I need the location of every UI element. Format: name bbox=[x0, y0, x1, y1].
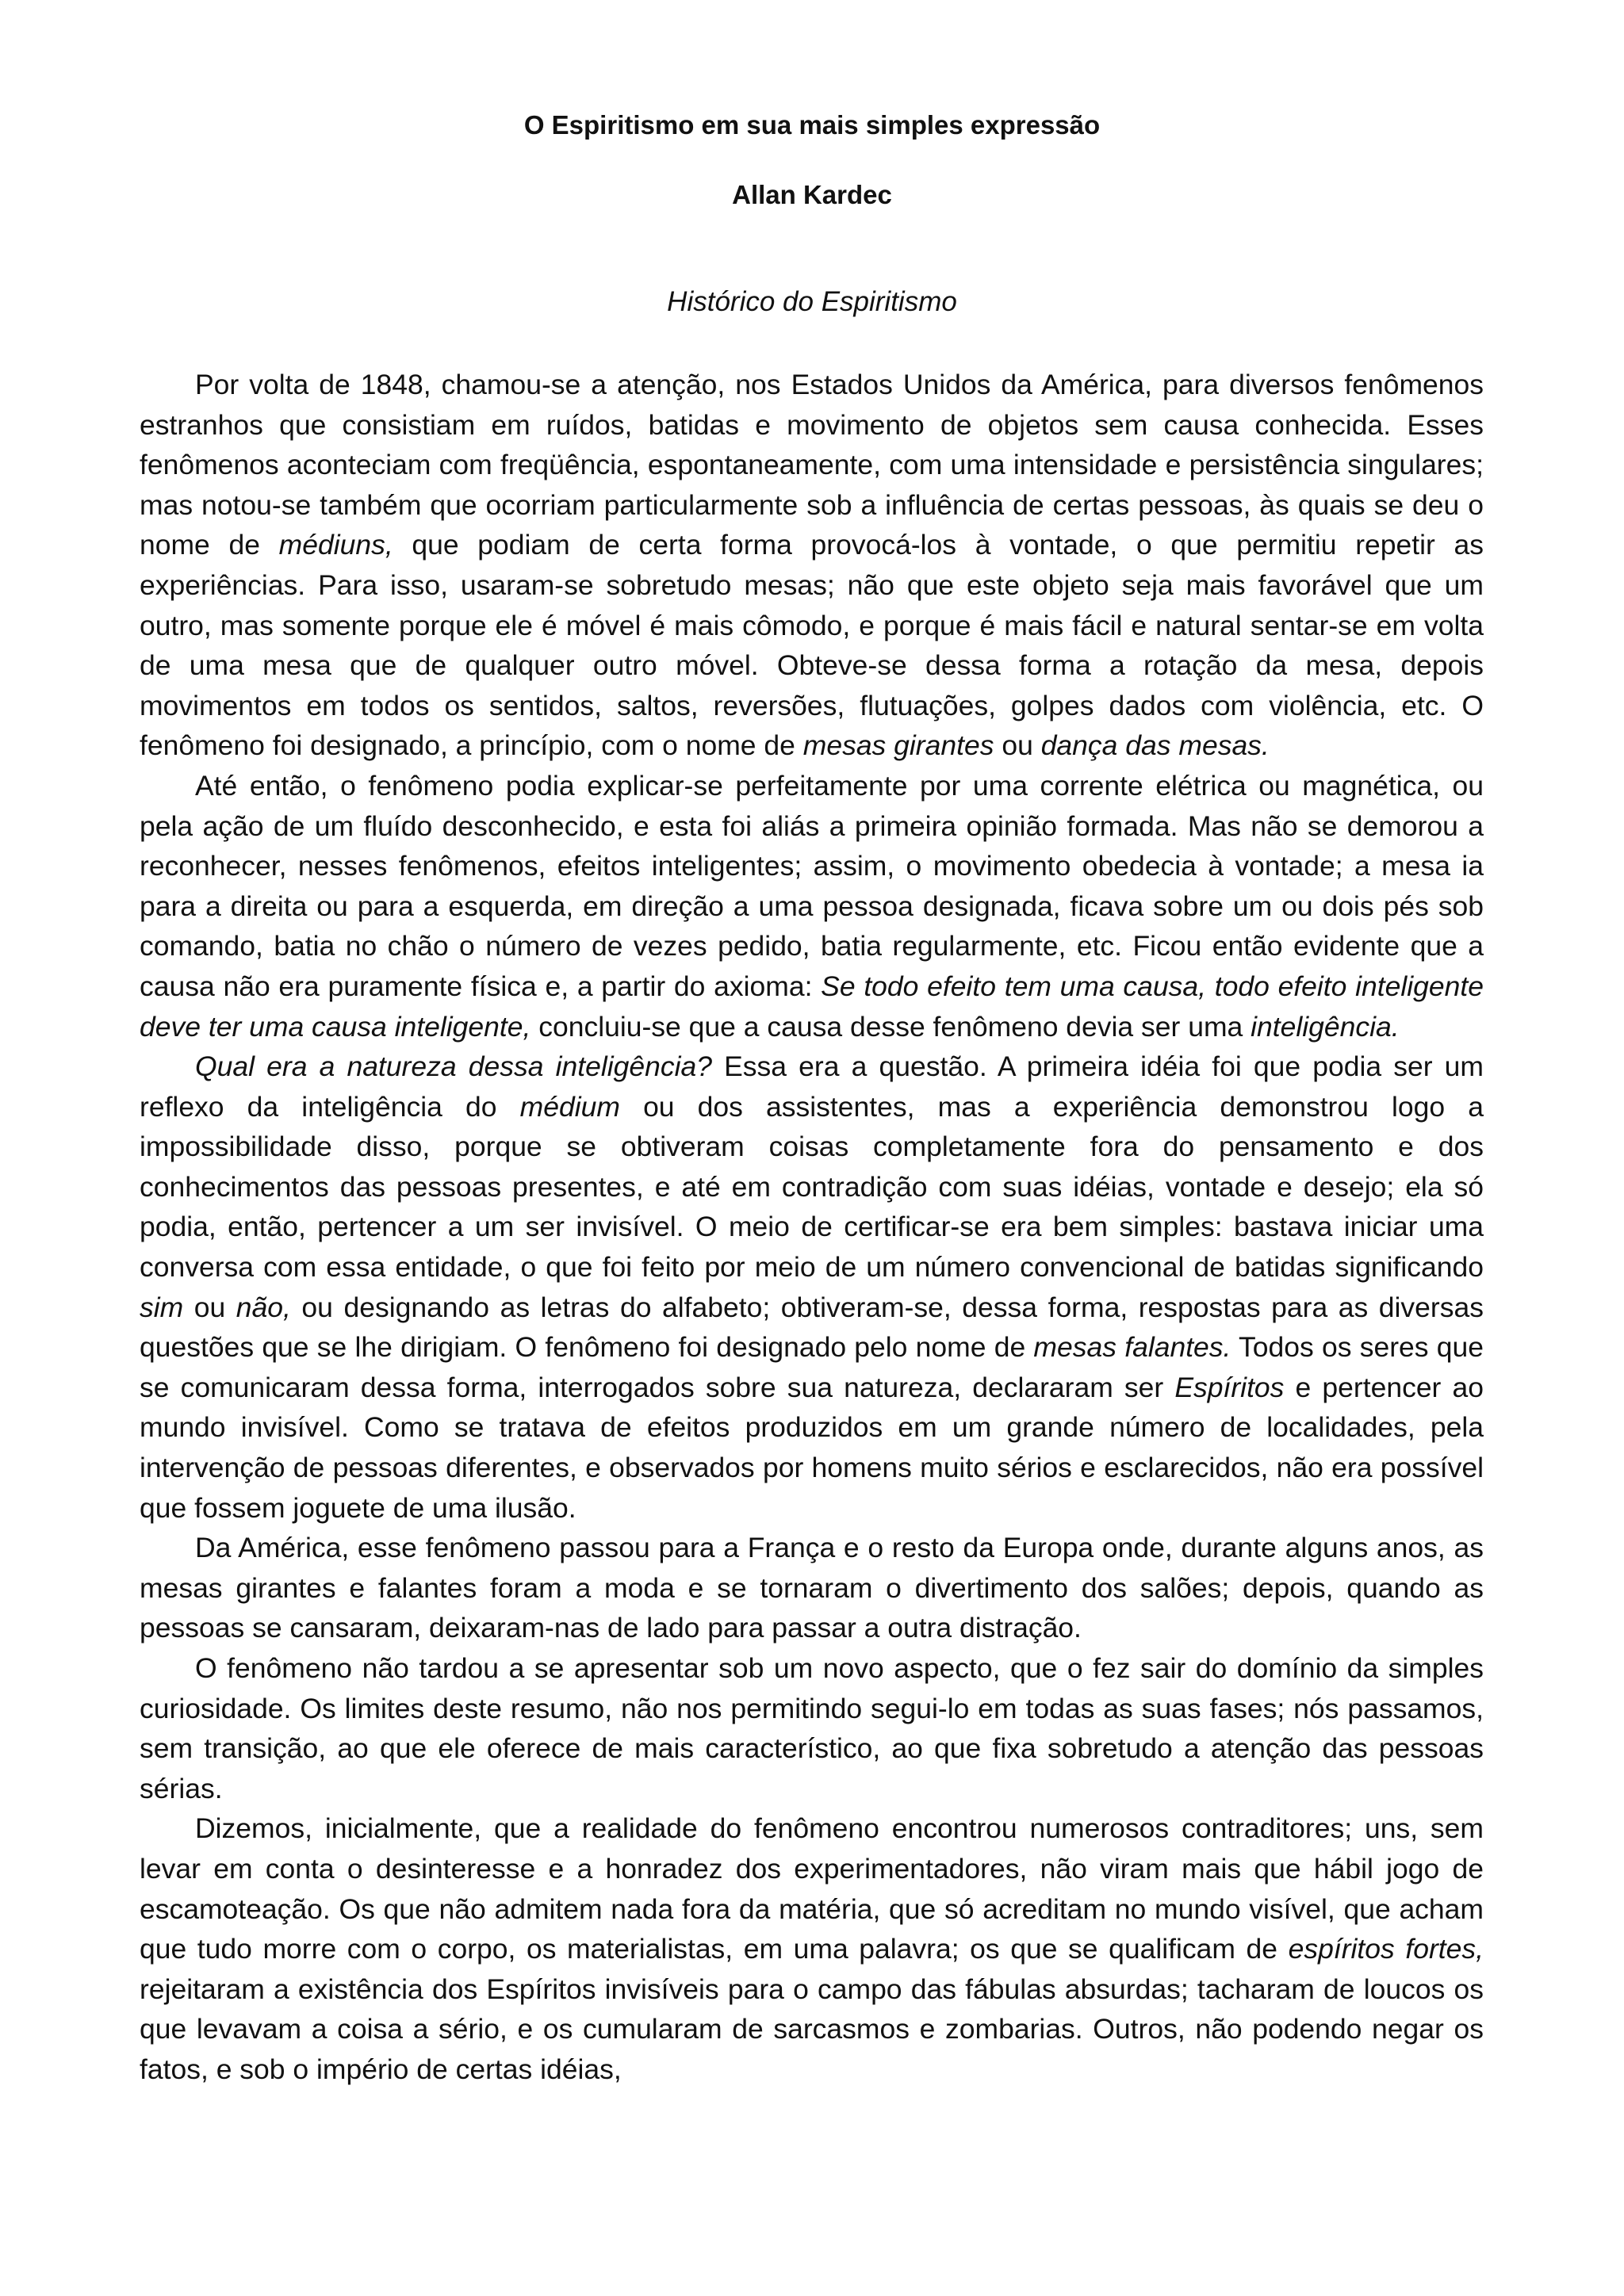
text-run: Dizemos, inicialmente, que a realidade do fenômeno encontrou numerosos contraditores; uns, sem levar em conta o desinteresse e a honradez dos experimentadores, não viram mais que hábil jogo de escamoteação. Os que não admitem nada fora da matéria, que só acreditam no mundo visível, que acham que tudo morre com o corpo, os materialistas, em uma palavra; os que se qualificam de bbox=[140, 1812, 1484, 1965]
text-run: Até então, o fenômeno podia explicar-se perfeitamente por uma corrente elétrica ou magnética, ou pela ação de um fluído desconhecido, e esta foi aliás a primeira opinião formada. Mas não se demorou a reconhecer, nesses fenômenos, efeitos inteligentes; assim, o movimento obedecia à vontade; a mesa ia para a direita ou para a esquerda, em direção a uma pessoa designada, ficava sobre um ou dois pés sob comando, batia no chão o número de vezes pedido, batia regularmente, etc. Ficou então evidente que a causa não era puramente física e, a partir do axioma: bbox=[140, 769, 1484, 1002]
italic-text-run: mesas girantes bbox=[802, 729, 994, 762]
text-run: concluiu-se que a causa desse fenômeno devia ser uma bbox=[530, 1010, 1251, 1043]
paragraph bbox=[140, 1047, 1484, 1528]
italic-text-run: não, bbox=[236, 1291, 291, 1323]
text-run: Essa era a questão. A primeira idéia foi que podia ser um reflexo da inteligência do bbox=[140, 1050, 1484, 1123]
italic-text-run: médiuns, bbox=[278, 529, 393, 561]
section-title: Histórico do Espiritismo bbox=[667, 286, 957, 317]
paragraph bbox=[140, 365, 1484, 766]
document-title: O Espiritismo em sua mais simples expressão bbox=[523, 110, 1101, 140]
text-run: Todos os seres que se comunicaram dessa forma, interrogados sobre sua natureza, declararam ser bbox=[140, 1331, 1484, 1403]
text-run: ou dos assistentes, mas a experiência demonstrou logo a impossibilidade disso, porque se obtiveram coisas completamente fora do pensamento e dos conhecimentos das pessoas presentes, e até em contradição com suas idéias, vontade e desejo; ela só podia, então, pertencer a um ser invisível. O meio de certificar-se era bem simples: bastava iniciar uma conversa com essa entidade, o que foi feito por meio de um número convencional de batidas significando bbox=[140, 1090, 1484, 1284]
text-run: que podiam de certa forma provocá-los à vontade, o que permitiu repetir as experiências. Para isso, usaram-se sobretudo mesas; não que este objeto seja mais favorável que um outro, mas somente porque ele é móvel é mais cômodo, e porque é mais fácil e natural sentar-se em volta de uma mesa que de qualquer outro móvel. Obteve-se dessa forma a rotação da mesa, depois movimentos em todos os sentidos, saltos, reversões, flutuações, golpes dados com violência, etc. O fenômeno foi designado, a princípio, com o nome de bbox=[140, 529, 1484, 762]
text-run: ou bbox=[994, 729, 1041, 762]
body-text bbox=[140, 365, 1484, 2090]
paragraph bbox=[140, 766, 1484, 1047]
text-run: ou bbox=[183, 1291, 236, 1323]
paragraph bbox=[140, 1808, 1484, 2089]
italic-text-run: inteligência. bbox=[1251, 1010, 1400, 1043]
paragraph bbox=[140, 1648, 1484, 1808]
italic-text-run: mesas falantes. bbox=[1033, 1331, 1231, 1364]
text-run: ou designando as letras do alfabeto; obtiveram-se, dessa forma, respostas para as diversas questões que se lhe dirigiam. O fenômeno foi designado pelo nome de bbox=[140, 1291, 1484, 1364]
italic-text-run: Espíritos bbox=[1174, 1371, 1285, 1403]
italic-text-run: Se todo efeito tem uma causa, todo efeito inteligente deve ter uma causa inteligente, bbox=[140, 970, 1484, 1043]
italic-text-run: sim bbox=[140, 1291, 184, 1323]
italic-text-run: médium bbox=[519, 1090, 620, 1123]
italic-text-run: Qual era a natureza dessa inteligência? bbox=[195, 1050, 712, 1083]
text-run: e pertencer ao mundo invisível. Como se tratava de efeitos produzidos em um grande número de localidades, pela intervenção de pessoas diferentes, e observados por homens muito sérios e esclarecidos, não era possível que fossem joguete de uma ilusão. bbox=[140, 1371, 1484, 1524]
paragraph bbox=[140, 1528, 1484, 1648]
italic-text-run: dança das mesas. bbox=[1040, 729, 1270, 762]
italic-text-run: espíritos fortes, bbox=[1288, 1933, 1484, 1965]
text-run: O fenômeno não tardou a se apresentar sob um novo aspecto, que o fez sair do domínio da simples curiosidade. Os limites deste resumo, não nos permitindo segui-lo em todas as suas fases; nós passamos, sem transição, ao que ele oferece de mais característico, ao que fixa sobretudo a atenção das pessoas sérias. bbox=[140, 1652, 1484, 1804]
document-author: Allan Kardec bbox=[732, 180, 892, 209]
text-run: Da América, esse fenômeno passou para a França e o resto da Europa onde, durante alguns anos, as mesas girantes e falantes foram a moda e se tornaram o divertimento dos salões; depois, quando as pessoas se cansaram, deixaram-nas de lado para passar a outra distração. bbox=[140, 1532, 1484, 1644]
text-run: rejeitaram a existência dos Espíritos invisíveis para o campo das fábulas absurdas; tacharam de loucos os que levavam a coisa a sério, e os cumularam de sarcasmos e zombarias. Outros, não podendo negar os fatos, e sob o império de certas idéias, bbox=[140, 1973, 1484, 2085]
text-run: Por volta de 1848, chamou-se a atenção, nos Estados Unidos da América, para diversos fenômenos estranhos que consistiam em ruídos, batidas e movimento de objetos sem causa conhecida. Esses fenômenos aconteciam com freqüência, espontaneamente, com uma intensidade e persistência singulares; mas notou-se também que ocorriam particularmente sob a influência de certas pessoas, às quais se deu o nome de bbox=[140, 369, 1484, 561]
